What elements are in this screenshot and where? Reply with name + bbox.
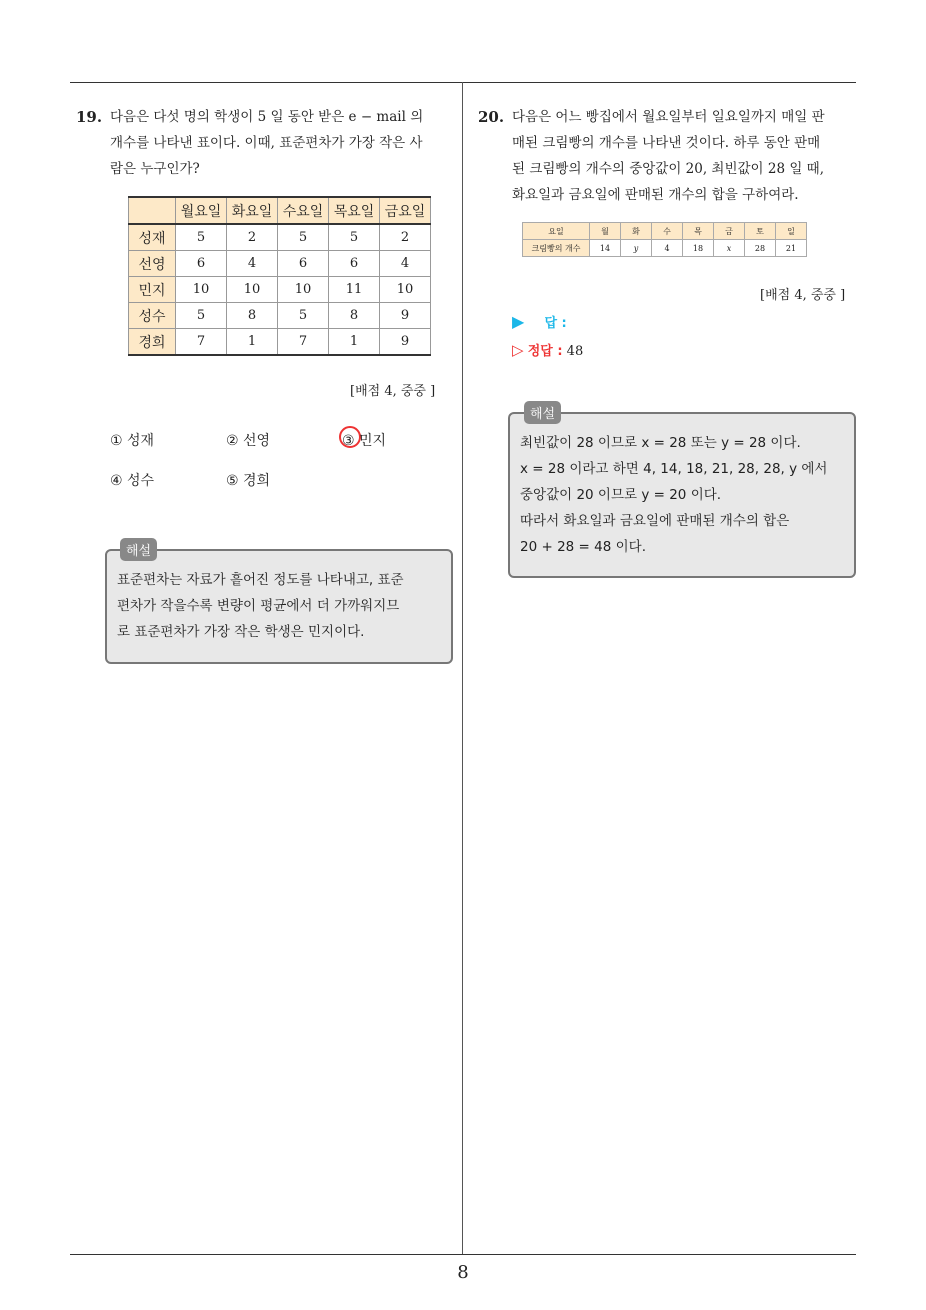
table-cell: 6 [278,251,329,277]
top-rule [70,82,856,83]
table-cell: 28 [745,240,776,257]
explanation-line: 최빈값이 28 이므로 x = 28 또는 y = 28 이다. [520,435,801,451]
table-row [129,277,431,303]
question-line: 다음은 다섯 명의 학생이 5 일 동안 받은 e − mail 의 [110,109,424,125]
row-header: 선영 [129,251,176,277]
table-cell: 4 [652,240,683,257]
question-line: 된 크림빵의 개수의 중앙값이 20, 최빈값이 28 일 때, [512,161,825,177]
explanation-line: 20 + 28 = 48 이다. [520,539,646,555]
question-number: 19. [76,108,103,126]
table-header: 월요일 [176,197,227,224]
choice-1[interactable]: ① 성재 [110,433,155,449]
day-header: 목 [683,223,714,240]
answer-label: 답 : [544,316,567,331]
table-row [129,224,431,251]
correct-answer-line [512,340,583,359]
choice-5[interactable]: ⑤ 경희 [226,473,271,489]
table-header: 화요일 [227,197,278,224]
row-header: 성재 [129,224,176,251]
table-cell: 8 [329,303,380,329]
table-cell: 2 [380,224,431,251]
table-row [523,240,807,257]
day-header: 월 [590,223,621,240]
column-divider [462,82,463,1254]
explanation-tag: 해설 [120,538,157,561]
table-cell: 11 [329,277,380,303]
table-cell: 2 [227,224,278,251]
table-cell: 10 [176,277,227,303]
table-cell: 7 [176,329,227,356]
answer-line [512,312,567,331]
table-cell: 7 [278,329,329,356]
day-header: 화 [621,223,652,240]
score-info: [배점 4, 중중 ] [350,384,436,399]
question-19 [76,104,460,182]
table-cell: 1 [227,329,278,356]
email-count-table [128,196,431,356]
correct-label: 정답 : [527,344,563,359]
question-line: 매된 크림빵의 개수를 나타낸 것이다. 하루 동안 판매 [512,135,821,151]
row-header: 경희 [129,329,176,356]
choice-2[interactable]: ② 선영 [226,433,271,449]
explanation-box [508,412,856,578]
row-header: 성수 [129,303,176,329]
question-line: 개수를 나타낸 표이다. 이때, 표준편차가 가장 작은 사 [110,135,423,151]
bottom-rule [70,1254,856,1255]
question-line: 람은 누구인가? [110,161,200,177]
table-cell: 10 [278,277,329,303]
table-cell: 21 [776,240,807,257]
row-header: 민지 [129,277,176,303]
explanation-line: 따라서 화요일과 금요일에 판매된 개수의 합은 [520,513,790,529]
day-header: 일 [776,223,807,240]
table-row [129,329,431,356]
table-cell: 6 [176,251,227,277]
question-number: 20. [478,108,505,126]
explanation-line: 표준편차는 자료가 흩어진 정도를 나타내고, 표준 [117,572,404,588]
day-header: 수 [652,223,683,240]
table-cell: 5 [176,303,227,329]
table-cell: 5 [278,224,329,251]
day-header: 토 [745,223,776,240]
table-cell: 5 [176,224,227,251]
correct-value: 48 [566,344,584,359]
question-line: 다음은 어느 빵집에서 월요일부터 일요일까지 매일 판 [512,109,825,125]
table-cell: 4 [227,251,278,277]
table-cell: 6 [329,251,380,277]
table-cell: 14 [590,240,621,257]
table-cell: 1 [329,329,380,356]
choice-4[interactable]: ④ 성수 [110,473,155,489]
table-cell: 10 [380,277,431,303]
choice-3[interactable]: ③ 민지 [342,433,387,449]
table-header: 수요일 [278,197,329,224]
explanation-line: 중앙값이 20 이므로 y = 20 이다. [520,487,722,503]
explanation-tag: 해설 [524,401,561,424]
question-text [512,104,862,208]
table-cell: 8 [227,303,278,329]
question-20 [478,104,862,208]
explanation-line: 편차가 작을수록 변량이 평균에서 더 가까워지므 [117,598,400,614]
question-text [110,104,460,182]
table-cell: 5 [278,303,329,329]
table-cell: 5 [329,224,380,251]
score-info: [배점 4, 중중 ] [760,288,846,303]
table-header: 금요일 [380,197,431,224]
table-row [129,303,431,329]
table-cell: 18 [683,240,714,257]
explanation-line: 로 표준편차가 가장 작은 학생은 민지이다. [117,624,365,640]
outline-arrow-icon: ▷ [512,341,524,359]
table-cell: 9 [380,303,431,329]
table-cell: 4 [380,251,431,277]
table-row [129,251,431,277]
table-cell: y [621,240,652,257]
table-header: 목요일 [329,197,380,224]
explanation-box [105,549,453,664]
explanation-line: x = 28 이라고 하면 4, 14, 18, 21, 28, 28, y 에서 [520,461,828,477]
table-cell: 9 [380,329,431,356]
table-row [523,223,807,240]
page-number: 8 [457,1262,469,1283]
table-cell: x [714,240,745,257]
row-header: 요일 [523,223,590,240]
row-header: 크림빵의 개수 [523,240,590,257]
bread-sales-table [522,222,807,257]
table-corner [129,197,176,224]
day-header: 금 [714,223,745,240]
play-arrow-icon: ▶ [512,312,525,331]
table-cell: 10 [227,277,278,303]
question-line: 화요일과 금요일에 판매된 개수의 합을 구하여라. [512,187,799,203]
